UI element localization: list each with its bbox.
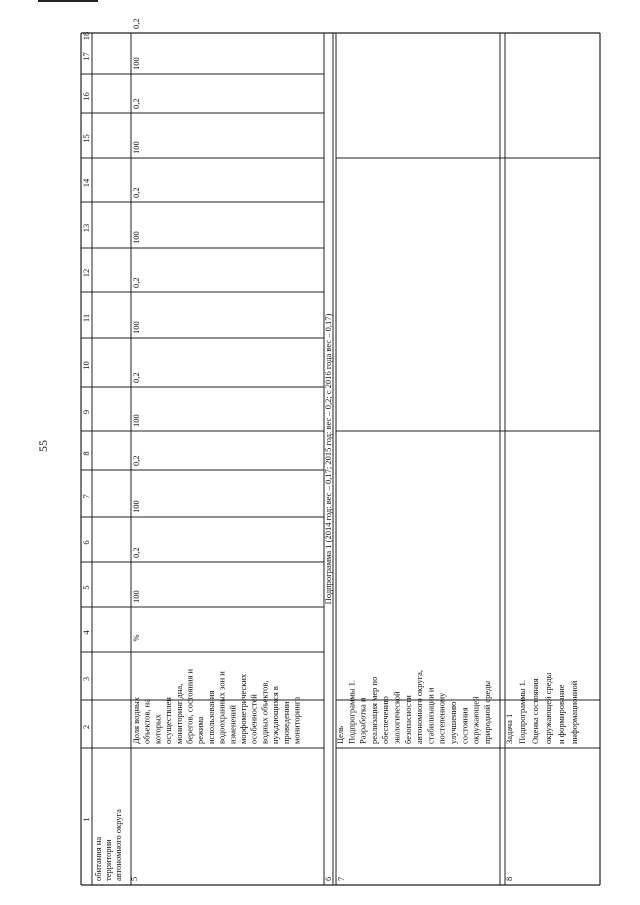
row-name-line: автономного округа (113, 809, 123, 881)
goal-line: Цель (335, 725, 345, 744)
row-name-line: объектов, на (141, 699, 152, 744)
task-line: окружающей среды (543, 672, 553, 744)
value-cell: 100 (131, 141, 141, 154)
task-line: информационной (569, 680, 579, 744)
column-number-6: 6 (81, 540, 91, 545)
goal-line: обеспечению (380, 696, 391, 744)
column-number-11: 11 (81, 313, 91, 323)
task-line: Подпрограммы 1. (517, 680, 527, 744)
column-number-17: 17 (81, 52, 91, 61)
row-name-line: водных объектов, (259, 680, 270, 744)
column-number-14: 14 (81, 178, 91, 188)
value-cell: 100 (131, 590, 141, 603)
row-name-line: территории (103, 839, 113, 881)
row-name-line: мониторинг дна, (173, 683, 184, 744)
task-number: 8 (504, 876, 514, 881)
value-cell: 100 (131, 321, 141, 334)
row-name-line: водоохранных зон и (216, 671, 227, 744)
value-cell: 0,2 (131, 372, 141, 383)
value-cell: 0,2 (131, 98, 141, 109)
column-number-1: 1 (81, 817, 91, 822)
goal-number: 7 (336, 876, 346, 881)
row-name-line: осуществлен (163, 697, 174, 744)
column-number-7: 7 (81, 494, 91, 499)
column-number-18: 18 (81, 31, 91, 41)
column-number-8: 8 (81, 451, 91, 456)
column-number-2: 2 (81, 724, 91, 730)
task-line: Оценка состояния (530, 678, 540, 744)
row-name-line: берегов, состояния и (184, 668, 195, 744)
row-number: 5 (129, 876, 139, 881)
task-line: Задача 1 (504, 713, 514, 744)
value-cell: 100 (131, 57, 141, 70)
goal-line: Разработка и (357, 697, 368, 744)
row-name-line: особенностей (248, 694, 259, 744)
goal-line: реализация мер по (368, 676, 379, 744)
value-cell: 0,2 (131, 455, 141, 466)
value-cell: 0,2 (131, 547, 141, 558)
goal-line: экологической (391, 691, 402, 744)
value-cell: 0,2 (131, 18, 141, 29)
row-name-line: морфометрических (238, 673, 248, 744)
column-number-10: 10 (81, 361, 91, 370)
value-cell: 0,2 (131, 277, 141, 288)
goal-line: окружающей (470, 696, 481, 744)
row-name-line: обитания на (93, 836, 103, 881)
column-number-15: 15 (81, 134, 91, 143)
value-cell: 100 (131, 500, 141, 513)
row-name-line: мониторинга (291, 696, 302, 744)
column-number-9: 9 (81, 409, 91, 415)
goal-line: постепенному (436, 692, 447, 744)
value-cell: 0,2 (131, 187, 141, 198)
row-name-line: режима (195, 716, 206, 744)
row-unit: % (131, 634, 141, 642)
column-number-5: 5 (81, 585, 91, 590)
column-number-13: 13 (81, 223, 91, 233)
subprogram-number: 6 (323, 876, 333, 881)
row-name-line: нуждающихся в (270, 686, 281, 744)
row-name-line: Доля водных (131, 696, 141, 744)
row-name-line: проведении (280, 701, 291, 744)
goal-line: стабилизации и (425, 687, 436, 744)
value-cell: 100 (131, 414, 141, 427)
task-line: и формирование (556, 684, 566, 744)
page-number: 55 (36, 440, 50, 452)
column-number-12: 12 (81, 268, 91, 278)
subprogram-title: Подпрограмма 1 (2014 год: вес – 0,17; 2015 год: вес – 0,2; с 2016 года вес – 0,17) (323, 313, 333, 605)
goal-line: Подпрограммы 1. (346, 680, 357, 744)
column-number-4: 4 (81, 630, 91, 635)
goal-line: безопасности (402, 695, 413, 744)
row-name-line: изменений (227, 705, 238, 744)
goal-line: автономного округа, (414, 669, 425, 744)
goal-line: природной среды (481, 680, 492, 744)
row-name-line: которых (152, 714, 163, 744)
row-name-line: использования (205, 690, 216, 744)
goal-line: состояния (459, 707, 470, 744)
value-cell: 100 (131, 231, 141, 244)
goal-line: улучшению (448, 701, 458, 744)
column-number-3: 3 (81, 676, 91, 682)
column-number-16: 16 (81, 92, 91, 101)
